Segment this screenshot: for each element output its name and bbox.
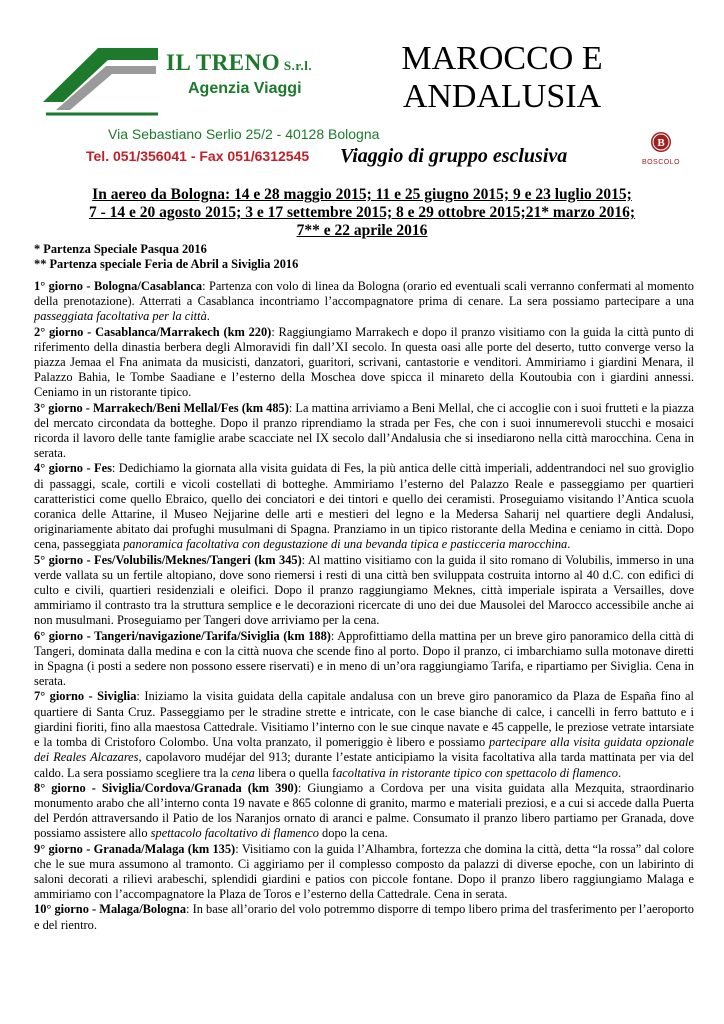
train-logo-graphic	[38, 40, 168, 120]
itinerary-day: 8° giorno - Siviglia/Cordova/Granada (km 390): Giungiamo a Cordova per una visita guidata alla Mezquita, straordinario monumento arabo che all’interno conta 19 navate e 865 colonne di granito, marmo e materiali preziosi, e a cui si accede dalla Puerta del Perdón attraversando il Patio de los Naranjos ornato di aranci e palme. Consumato il pranzo libero partiamo per Granada, dove possiamo assistere allo spettacolo facoltativo di flamenco dopo la cena.	[34, 780, 694, 841]
page-subtitle: Viaggio di gruppo esclusiva	[340, 145, 568, 167]
itinerary	[34, 279, 694, 933]
boscolo-emblem-icon	[649, 130, 673, 154]
boscolo-wordmark: BOSCOLO	[641, 159, 681, 166]
itinerary-day: 5° giorno - Fes/Volubilis/Meknes/Tangeri (km 345): Al mattino visitiamo con la guida il sito romano di Volubilis, immerso in una verde vallata su un fertile altopiano, dove sono riemersi i resti di una città ben sviluppata costruita intorno al 40 d.C. con edifici di culto e civili, quartieri residenziali e oleifici. Dopo il pranzo raggiungiamo Meknes, città imperiale ispirata a Versailles, dove ammiriamo il contrasto tra la struttura semplice e le decorazioni ricercate di uno dei due Mausolei del Marocco accessibile anche ai non musulmani. Proseguiamo per Tangeri dove arriviamo per la cena.	[34, 552, 694, 628]
itinerary-day: 3° giorno - Marrakech/Beni Mellal/Fes (km 485): La mattina arriviamo a Beni Mellal, che ci accoglie con i suoi frutteti e la piazza del mercato circondata da botteghe. Dopo il pranzo riprendiamo la strada per Fes, che con i suoi innumerevoli stucchi e mosaici ricorda il lavoro delle tante famiglie arabe scacciate nel IX secolo dall’Andalusia che si insediarono nella città marocchina. Cena in serata.	[34, 400, 695, 461]
page-title: MAROCCO E ANDALUSIA	[401, 40, 603, 115]
itinerary-day: 4° giorno - Fes: Dedichiamo la giornata alla visita guidata di Fes, la più antica delle città imperiali, addentrandoci nel suo groviglio di passaggi, scale, cortili e vicoli costellati di botteghe. Ammiriamo l’esterno del Palazzo Reale e passeggiamo per quartieri caratteristici come quello Ebraico, quello dei conciatori e dei tintori e quello dei ceramisti. Proseguiamo visitando l’Antica scuola coranica delle Attarine, il Museo Nejjarine delle arti e mestieri del legno e la Medersa Saharij nel quartiere degli Andalusi, originariamente abitato dai profughi musulmani di Spagna. Pranziamo in un tipico ristorante della Medina e ceniamo in città. Dopo cena, passeggiata panoramica facoltativa con degustazione di una bevanda tipica e pasticceria marocchina.	[34, 461, 694, 552]
itinerary-day: 9° giorno - Granada/Malaga (km 135): Visitiamo con la guida l’Alhambra, fortezza che domina la città, detta “la rossa” dal colore che le sue mura assumono al tramonto. Ci aggiriamo per il complesso composto da palazzi di diverse epoche, con un labirinto di saloni decorati a rilievi arabeschi, splendidi giardini e patios con piccole fontane. Dopo il pranzo libero raggiungiamo Malaga e ammiriamo con l’accompagnatore la Plaza de Toros e l’esterno della Cattedrale. Cena in serata.	[34, 841, 694, 902]
itinerary-day: 2° giorno - Casablanca/Marrakech (km 220): Raggiungiamo Marrakech e dopo il pranzo visitiamo con la guida la città punto di riferimento della dinastia berbera degli Almoravidi fin dall’XI secolo. In questa oasi alle porte del deserto, tutto converge verso la piazza Jemaa el Fna animata da musicisti, danzatori, guaritori, scrivani, cantastorie e venditori. Ammiriamo i giardini Menara, il Palazzo Bahia, le Tombe Saadiane e l’esterno della Moschea dove spicca il minareto della Koutoubia con i giardini annessi. Ceniamo in un ristorante tipico.	[34, 324, 694, 400]
itinerary-day: 10° giorno - Malaga/Bologna: In base all’orario del volo potremmo disporre di tempo libero prima del trasferimento per l’aeroporto e del rientro.	[34, 902, 694, 932]
note-feria: ** Partenza speciale Feria de Abril a Siviglia 2016	[34, 257, 299, 271]
agency-logo	[38, 40, 380, 164]
boscolo-emblem-letter: B	[657, 137, 665, 149]
boscolo-logo	[636, 130, 686, 172]
agency-address: Via Sebastiano Serlio 25/2 - 40128 Bologna	[108, 126, 380, 142]
departure-dates: In aereo da Bologna: 14 e 28 maggio 2015; 11 e 25 giugno 2015; 9 e 23 luglio 2015; 7 - 14 e 20 agosto 2015; 3 e 17 settembre 2015; 8 e 29 ottobre 2015;21* marzo 2016; 7** e 22 aprile 2016	[88, 186, 636, 239]
note-easter: * Partenza Speciale Pasqua 2016	[34, 242, 207, 256]
company-name: IL TRENO S.r.l.	[166, 50, 313, 75]
agency-label: Agenzia Viaggi	[188, 80, 302, 97]
itinerary-day: 6° giorno - Tangeri/navigazione/Tarifa/Siviglia (km 188): Approfittiamo della mattina per un breve giro panoramico della città di Tangeri, dominata dalla medina e con la città nuova che scende fino al porto. Dopo il pranzo, ci imbarchiamo sulla motonave diretti in Spagna (i posti a sedere non possono essere riservati) e in meno di un’ora raggiungiamo Tarifa, e ripartiamo per Siviglia. Cena in serata.	[34, 628, 694, 689]
itinerary-day: 1° giorno - Bologna/Casablanca: Partenza con volo di linea da Bologna (orario ed eventuali scali verranno confermati al momento della prenotazione). Atterrati a Casablanca incontriamo l’accompagnatore prima di cenare. La sera possiamo partecipare a una passeggiata facoltativa per la città.	[34, 279, 694, 324]
departure-notes	[34, 242, 694, 272]
agency-phone: Tel. 051/356041 - Fax 051/6312545	[86, 148, 310, 164]
itinerary-day: 7° giorno - Siviglia: Iniziamo la visita guidata della capitale andalusa con un breve giro panoramico da Plaza de España fino al quartiere di Santa Cruz. Passeggiamo per le stradine strette e intricate, con le case bianche di calce, i cancelli in ferro battuto e i giardini fioriti, fino alla maestosa Cattedrale. Visitiamo l’interno con le sue cinque navate e 45 cappelle, le preziose vetrate intarsiate e la tomba di Cristoforo Colombo. Una volta pranzato, il pomeriggio è libero e possiamo partecipare alla visita guidata opzionale dei Reales Alcazares, capolavoro mudéjar del 913; durante l’estate anticipiamo la visita facoltativa alla tarda mattinata per via del caldo. La sera possiamo scegliere tra la cena libera o quella facoltativa in ristorante tipico con spettacolo di flamenco.	[34, 689, 694, 780]
